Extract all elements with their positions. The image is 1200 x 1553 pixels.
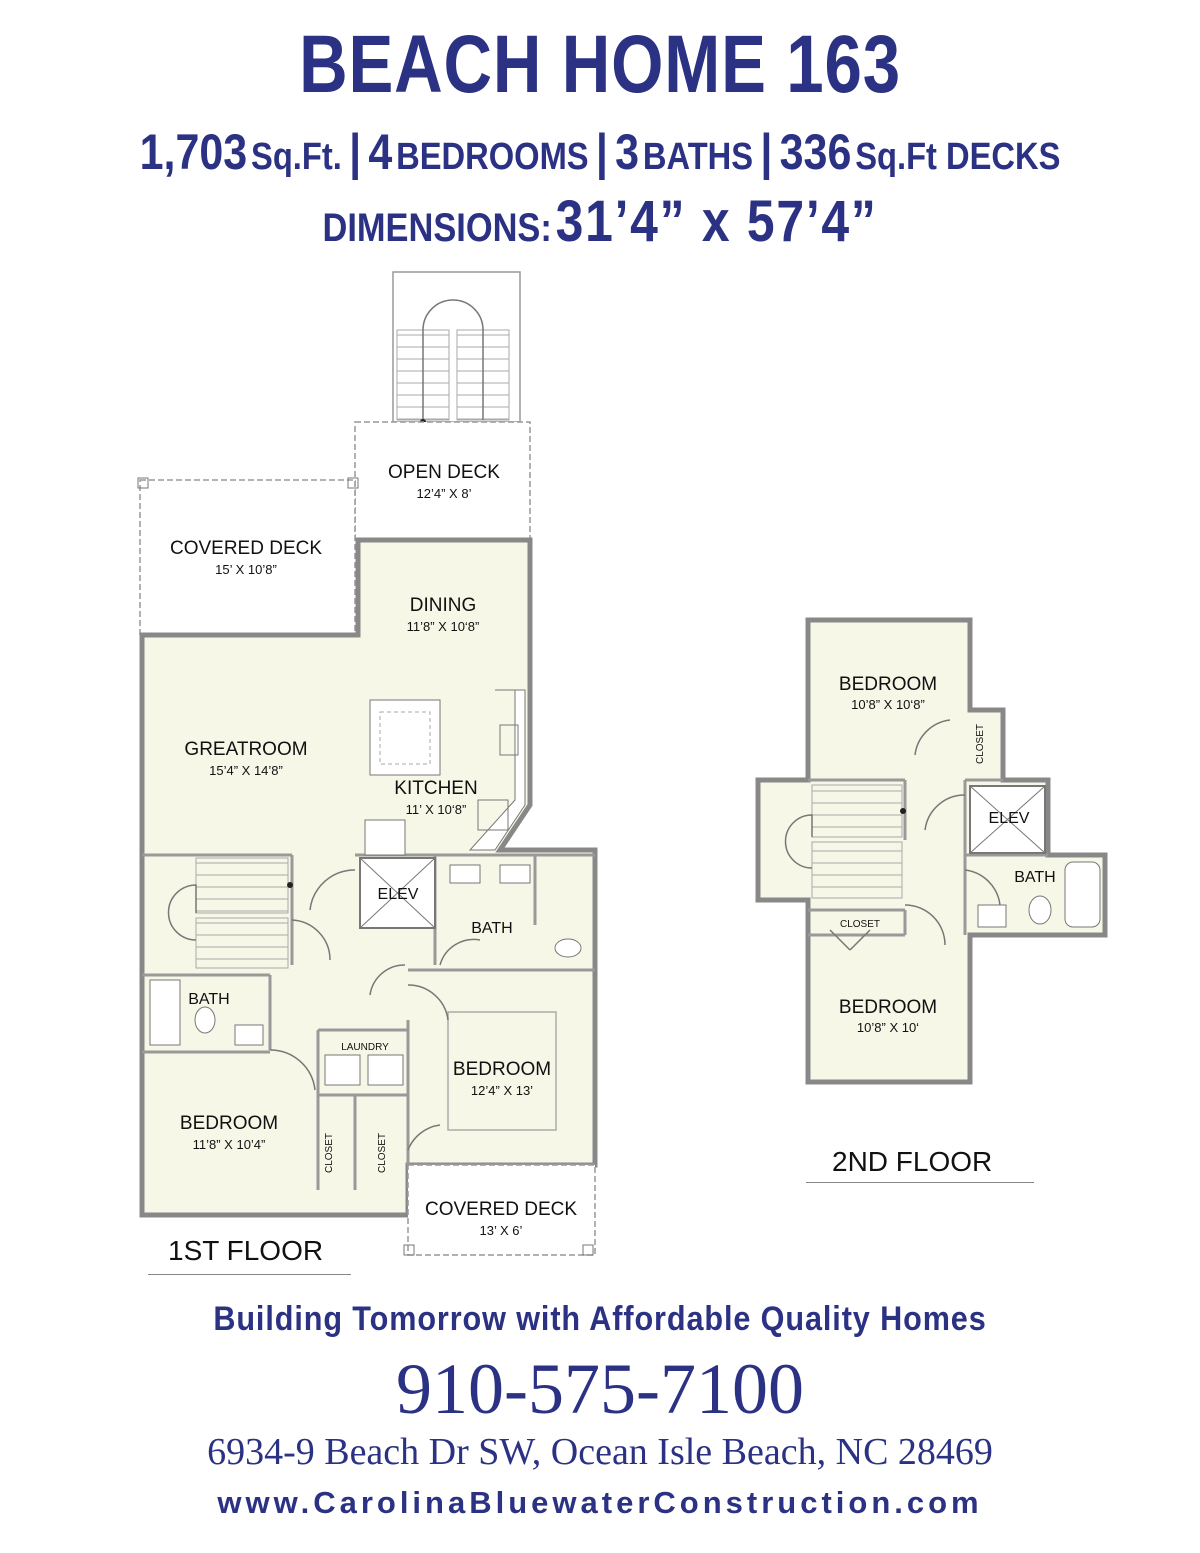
second-floor-label: 2ND FLOOR xyxy=(832,1146,993,1177)
bedroom-top-name: BEDROOM xyxy=(838,674,938,695)
covered-deck-bottom-size: 13’ X 6’ xyxy=(479,1223,523,1238)
closet-b-name: CLOSET xyxy=(377,1132,388,1174)
covered-deck-top-size: 15’ X 10’8” xyxy=(215,562,277,577)
covered-deck-bottom-name: COVERED DECK xyxy=(424,1199,578,1220)
baths-label: BATHS xyxy=(642,136,754,178)
closet-a-name: CLOSET xyxy=(324,1132,335,1174)
bedrooms-label: BEDROOMS xyxy=(396,136,589,178)
separator: | xyxy=(349,124,362,180)
closet-mid-name: CLOSET xyxy=(839,919,881,930)
first-floor-label: 1ST FLOOR xyxy=(168,1235,324,1266)
laundry-name: LAUNDRY xyxy=(341,1042,389,1053)
bath-master-name: BATH xyxy=(471,920,513,937)
bedroom-master-name: BEDROOM xyxy=(452,1059,552,1080)
dimensions-value: 31’4” x 57’4” xyxy=(555,189,878,254)
elev-name: ELEV xyxy=(377,886,419,903)
second-floor-bath-name: BATH xyxy=(1014,869,1056,886)
covered-deck-top-name: COVERED DECK xyxy=(169,538,323,559)
plan-title: BEACH HOME 163 xyxy=(299,19,901,110)
address: 6934-9 Beach Dr SW, Ocean Isle Beach, NC 28469 xyxy=(207,1431,993,1473)
decks-label: Sq.Ft DECKS xyxy=(855,136,1061,178)
separator: | xyxy=(760,124,773,180)
bedrooms-value: 4 xyxy=(368,124,393,180)
closet-side-name: CLOSET xyxy=(975,723,986,765)
bath-left-name: BATH xyxy=(188,991,230,1008)
greatroom-size: 15’4” X 14’8” xyxy=(209,763,283,778)
separator: | xyxy=(595,124,608,180)
second-floor-underline xyxy=(806,1182,1034,1183)
tagline: Building Tomorrow with Affordable Quality Homes xyxy=(213,1300,987,1338)
bedroom-top-size: 10’8” X 10‘8” xyxy=(851,697,925,712)
dimensions-label: DIMENSIONS: xyxy=(322,206,552,250)
second-floor-plan xyxy=(758,620,1105,1082)
bedroom-left-name: BEDROOM xyxy=(179,1113,279,1134)
second-floor-elev-name: ELEV xyxy=(988,810,1030,827)
greatroom-name: GREATROOM xyxy=(184,739,308,760)
decks-value: 336 xyxy=(779,124,852,180)
exterior-stairs xyxy=(393,272,520,425)
kitchen-size: 11’ X 10‘8” xyxy=(405,802,467,817)
sqft-unit: Sq.Ft. xyxy=(251,136,342,178)
bedroom-bottom-name: BEDROOM xyxy=(838,997,938,1018)
baths-value: 3 xyxy=(615,124,640,180)
first-floor-underline xyxy=(148,1274,351,1275)
dining-size: 11’8” X 10‘8” xyxy=(406,619,480,634)
bedroom-bottom-size: 10’8” X 10‘ xyxy=(856,1020,920,1035)
kitchen-name: KITCHEN xyxy=(394,778,478,799)
bedroom-left-size: 11’8” X 10’4” xyxy=(192,1137,266,1152)
bedroom-master-size: 12’4” X 13’ xyxy=(470,1083,534,1098)
website-link[interactable]: www.CarolinaBluewaterConstruction.com xyxy=(217,1485,983,1520)
first-floor-plan xyxy=(138,272,595,1255)
phone-number[interactable]: 910-575-7100 xyxy=(396,1349,804,1429)
dining-name: DINING xyxy=(409,595,477,616)
sqft-value: 1,703 xyxy=(139,124,248,180)
open-deck-name: OPEN DECK xyxy=(388,462,500,483)
open-deck-size: 12’4” X 8’ xyxy=(416,486,472,501)
